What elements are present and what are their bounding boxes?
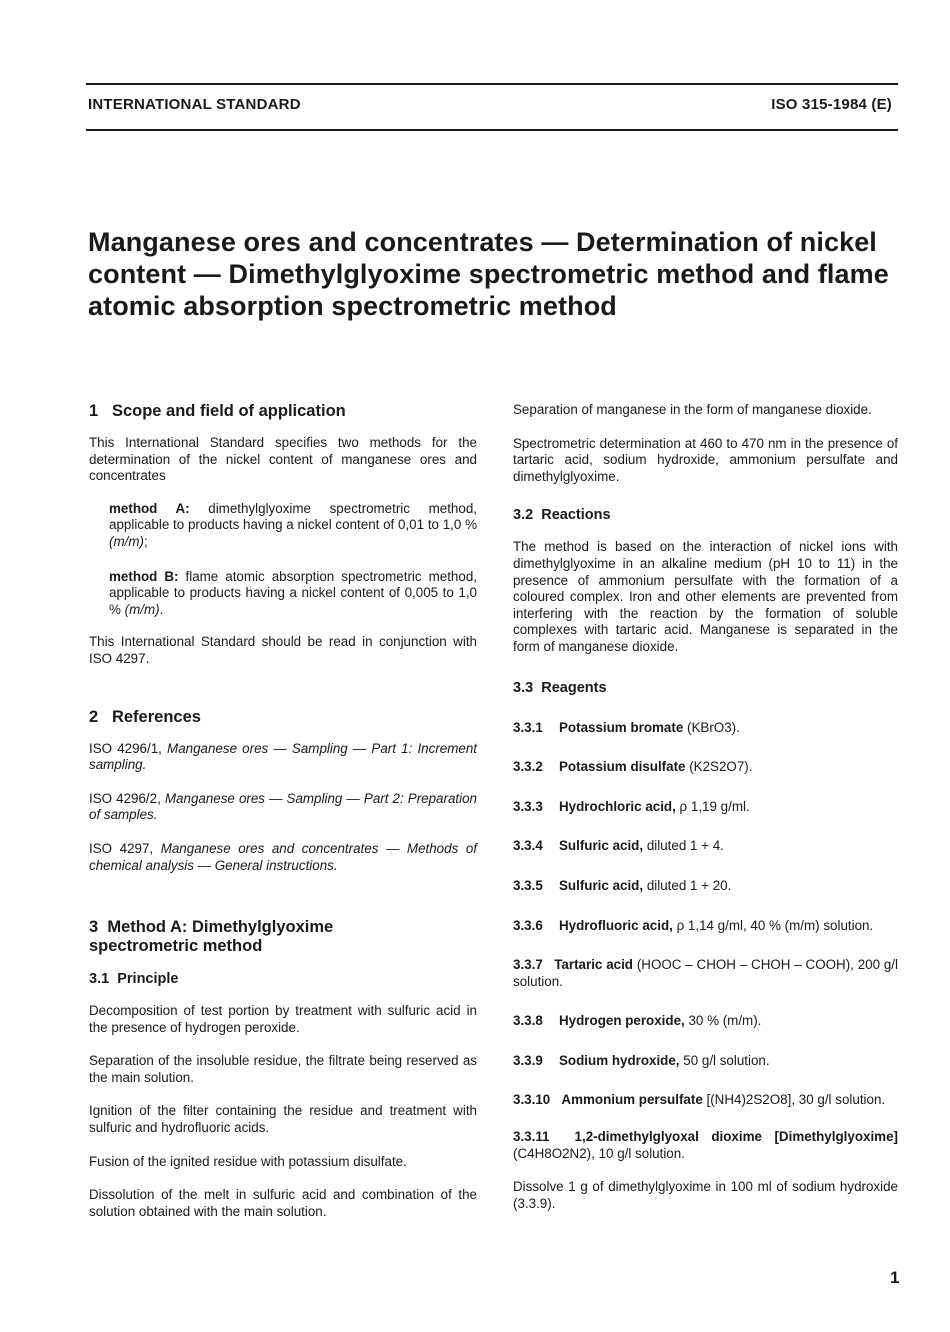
reagent-name: 1,2-dimethylglyoxal dioxime [Dimethylglyoxime] [574,1129,898,1145]
section-3-3-title: Reagents [541,679,607,696]
reagent-item [513,1129,898,1162]
reagent-name: Tartaric acid [554,957,633,973]
reagent-item [513,878,898,895]
section-1-number: 1 [89,402,99,420]
reference-code: ISO 4296/2, [89,790,165,806]
reference-item [89,741,477,774]
reagent-number: 3.3.4 [513,838,543,854]
reagent-number: 3.3.3 [513,798,543,814]
reference-item [89,841,477,874]
top-rule [86,83,898,85]
reagent-name: Sulfuric acid, [559,838,644,854]
method-a-desc [89,501,477,551]
reagent-detail: 30 % (m/m). [684,1013,762,1029]
reagent-item [513,799,898,816]
reference-code: ISO 4296/1, [89,740,168,756]
right-column [513,398,898,1212]
method-b-text: flame atomic absorption spectrometric method, applicable to products having a nickel content of 0,005 to 1,0 % [109,568,477,617]
section-3-number: 3 [89,918,99,937]
reference-title: Manganese ores — Sampling — Part 2: Preparation of samples. [89,790,477,823]
reagent-detail: (C4H8O2N2), 10 g/l solution. [513,1145,685,1161]
reference-title: Manganese ores and concentrates — Methods of chemical analysis — General instructions. [89,840,477,873]
section-2-title: References [111,707,201,726]
reagent-number: 3.3.10 [513,1092,551,1108]
reagent-number: 3.3.9 [513,1052,543,1068]
method-a-label: method A: [109,500,190,516]
page-number: 1 [890,1268,900,1287]
reagent-number: 3.3.5 [513,877,543,893]
reagent-detail: diluted 1 + 4. [643,838,724,854]
reagent-item [513,838,898,855]
reagent-detail: ρ 1,19 g/ml. [675,798,750,814]
reagent-number: 3.3.6 [513,917,543,933]
reagent-detail: [(NH4)2S2O8], 30 g/l solution. [702,1092,886,1108]
principle-paragraph: Dissolution of the melt in sulfuric acid and combination of the solution obtained with the main solution. [89,1187,477,1219]
method-b-desc [89,569,477,619]
reagent-name: Hydrogen peroxide, [559,1013,685,1029]
principle-paragraph: Spectrometric determination at 460 to 470 nm in the presence of tartaric acid, sodium hydroxide, ammonium persulfate and dimethylglyoxime. [513,435,898,484]
reagent-item [513,957,898,990]
reagent-number: 3.3.11 [513,1129,550,1145]
header-right: ISO 315-1984 (E) [771,96,892,113]
method-b-end: . [159,601,164,617]
method-b-unit: (m/m) [124,601,160,617]
reagent-item [513,759,898,776]
reagent-detail: (HOOC – CHOH – CHOH – COOH), 200 g/l solution. [513,957,898,989]
section-3-1-title: Principle [117,971,179,988]
section-3-title-line1: Method A: Dimethylglyoxime [107,918,334,937]
principle-paragraph: Decomposition of test portion by treatment with sulfuric acid in the presence of hydrogen peroxide. [89,1003,477,1035]
reagent-number: 3.3.2 [513,759,543,775]
reagent-item [513,918,898,935]
section-3-3-heading [513,680,898,697]
reagent-name: Potassium bromate [559,719,684,735]
reagent-number: 3.3.8 [513,1013,543,1029]
left-column [89,398,477,1220]
principle-paragraph: Fusion of the ignited residue with potassium disulfate. [89,1153,407,1169]
reagent-detail: ρ 1,14 g/ml, 40 % (m/m) solution. [672,917,874,933]
reagent-name: Hydrochloric acid, [559,798,676,814]
section-3-2-heading [513,507,898,524]
principle-paragraph: Separation of the insoluble residue, the filtrate being reserved as the main solution. [89,1053,477,1085]
reference-code: ISO 4297, [89,840,161,856]
reference-item [89,791,477,824]
section-2-heading [89,708,477,727]
section-3-2-number: 3.2 [513,507,534,524]
section-1-title: Scope and field of application [111,402,346,420]
reagent-number: 3.3.7 [513,957,543,973]
reagent-item [513,720,898,737]
method-a-text: dimethylglyoxime spectrometric method, applicable to products having a nickel content of 0,01 to 1,0 % [109,500,477,533]
section-1-heading [89,402,477,421]
section-3-heading [89,918,477,956]
method-a-unit: (m/m) [109,533,144,549]
reagent-detail: (K2S2O7). [685,759,753,775]
reagent-detail: 50 g/l solution. [679,1052,770,1068]
reagent-name: Potassium disulfate [559,759,686,775]
reactions-text: The method is based on the interaction of nickel ions with dimethylglyoxime in an alkaline medium (pH 10 to 11) in the presence of ammonium persulfate with the formation of a coloured complex. Iron and other elements are prevented from interfering with the reaction by the formation of soluble complexes with tartaric acid. Manganese is separated in the form of manganese dioxide. [513,539,898,654]
method-b-label: method B: [109,568,179,584]
section-2-number: 2 [89,707,99,726]
header-left: INTERNATIONAL STANDARD [88,96,301,113]
reagent-number: 3.3.1 [513,719,543,735]
principle-paragraph: Separation of manganese in the form of manganese dioxide. [513,402,872,417]
reagent-name: Sulfuric acid, [559,877,644,893]
document-title: Manganese ores and concentrates — Determination of nickel content — Dimethylglyoxime spectrometric method and flame atomic absorption spectrometric method [88,227,889,321]
reagent-item [513,1013,898,1030]
scope-closing: This International Standard should be read in conjunction with ISO 4297. [89,634,477,666]
reagent-detail: (KBrO3). [683,719,740,735]
reagent-final-instruction: Dissolve 1 g of dimethylglyoxime in 100 ml of sodium hydroxide (3.3.9). [513,1179,898,1211]
section-3-title-line2: spectrometric method [89,937,263,956]
reagent-item [513,1053,898,1070]
reference-title: Manganese ores — Sampling — Part 1: Increment sampling. [89,740,477,773]
section-3-1-number: 3.1 [89,971,110,988]
principle-paragraph: Ignition of the filter containing the residue and treatment with sulfuric and hydrofluoric acids. [89,1103,477,1136]
header-rule [86,129,898,131]
section-3-3-number: 3.3 [513,679,534,696]
reagent-detail: diluted 1 + 20. [643,877,732,893]
section-3-1-heading [89,971,477,988]
reagent-name: Ammonium persulfate [561,1092,703,1108]
method-a-end: ; [143,533,148,549]
reagent-name: Hydrofluoric acid, [559,917,673,933]
section-3-2-title: Reactions [541,507,611,524]
reagent-name: Sodium hydroxide, [559,1052,680,1068]
reagent-item [513,1092,898,1109]
scope-intro: This International Standard specifies two methods for the determination of the nickel content of manganese ores and concentrates [89,435,477,484]
